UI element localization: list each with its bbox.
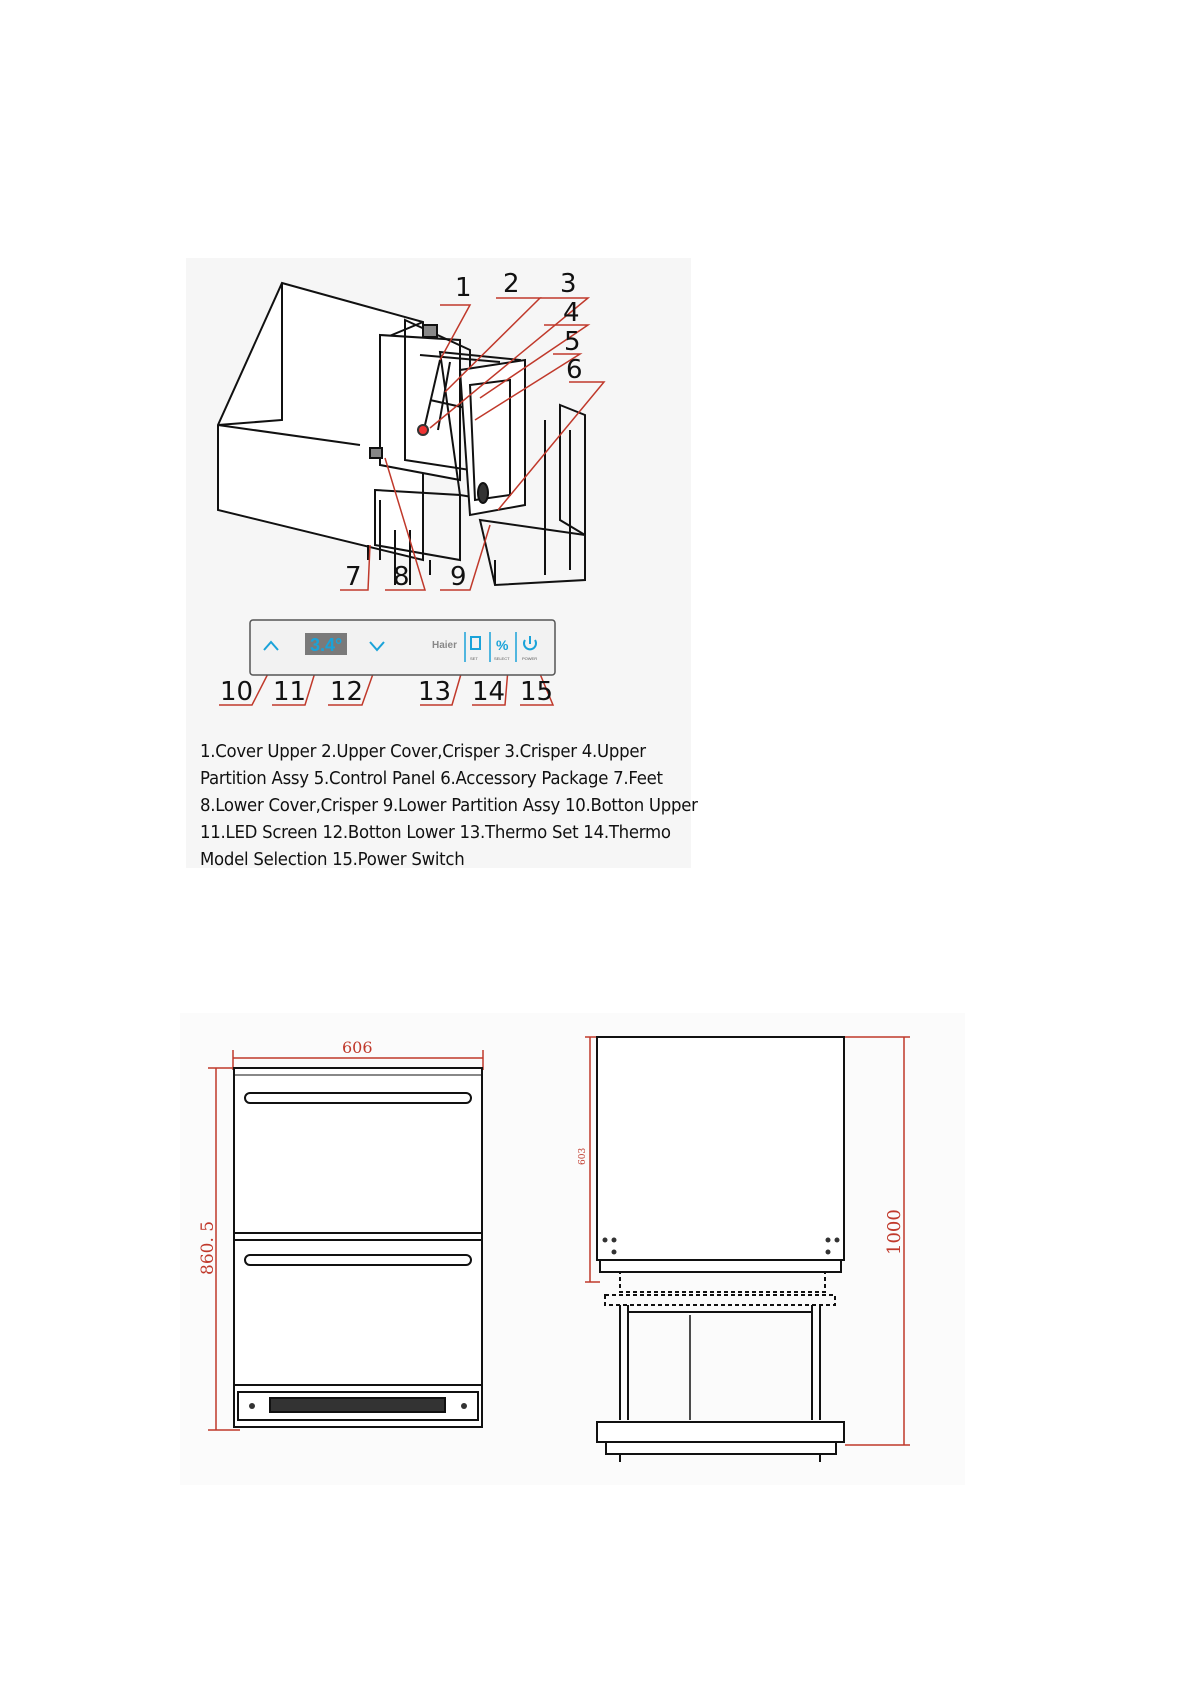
callout-10: 10 [220,677,254,707]
callout-13: 13 [418,677,452,707]
led-display-value: 3.4° [310,635,343,655]
callout-2: 2 [503,269,520,299]
control-panel [250,620,555,675]
callout-8: 8 [393,562,410,592]
callout-12: 12 [330,677,364,707]
caption-line: 1.Cover Upper 2.Upper Cover,Crisper 3.Crisper 4.Upper [200,741,646,762]
dimension-side-open: 1000 [884,1209,905,1255]
caption-line: Partition Assy 5.Control Panel 6.Accessory Package 7.Feet [200,768,663,789]
front-view-drawing [180,1013,965,1485]
thermo-mode-icon: % [496,637,509,653]
callout-14: 14 [472,677,506,707]
parts-legend-caption [200,738,698,873]
select-label: SELECT [494,656,510,661]
dimension-front-width: 606 [342,1038,373,1057]
callout-9: 9 [450,562,467,592]
callout-7: 7 [345,562,362,592]
brand-logo-text: Haier [432,640,458,651]
callout-15: 15 [520,677,554,707]
caption-line: Model Selection 15.Power Switch [200,849,465,870]
callout-6: 6 [566,355,583,385]
callout-4: 4 [563,298,580,328]
dimension-front-height: 860. 5 [198,1220,218,1275]
callout-3: 3 [560,269,577,299]
power-label: POWER [522,656,538,661]
callout-11: 11 [273,677,307,707]
callout-1: 1 [455,273,472,303]
caption-line: 11.LED Screen 12.Botton Lower 13.Thermo Set 14.Thermo [200,822,671,843]
dimension-side-closed: 603 [578,1147,588,1165]
callout-5: 5 [564,327,581,357]
set-label: SET [470,656,478,661]
caption-line: 8.Lower Cover,Crisper 9.Lower Partition Assy 10.Botton Upper [200,795,698,816]
